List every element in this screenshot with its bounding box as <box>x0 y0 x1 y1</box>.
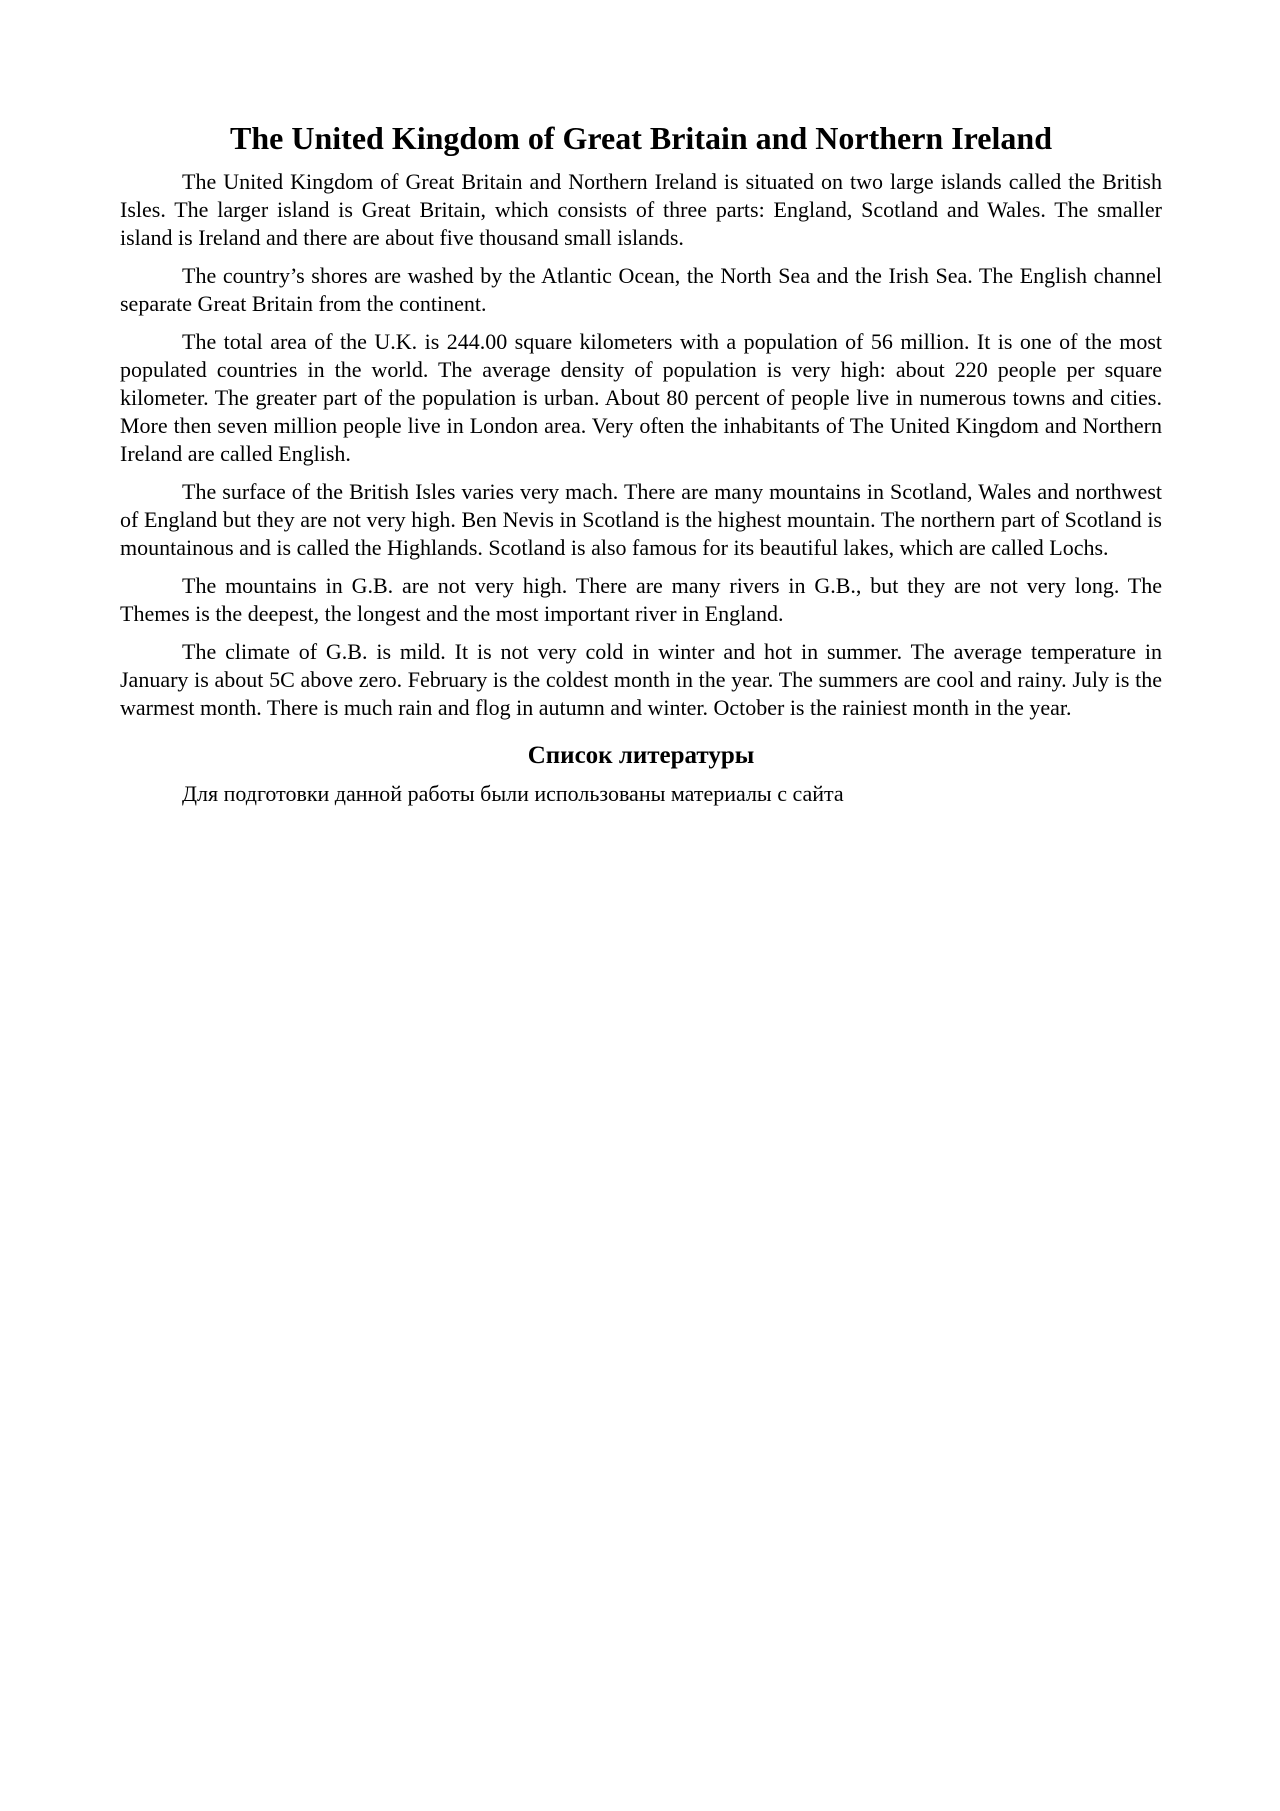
paragraph-area-population: The total area of the U.K. is 244.00 square kilometers with a population of 56 million. It is one of the most populated countries in the world. The average density of population is very high: about 220 people per square kilometer. The greater part of the population is urban. About 80 percent of people live in numerous towns and cities. More then seven million people live in London area. Very often the inhabitants of The United Kingdom and Northern Ireland are called English. <box>120 328 1162 466</box>
bibliography-text: Для подготовки данной работы были использованы материалы с сайта <box>182 781 844 807</box>
paragraph-location: The United Kingdom of Great Britain and Northern Ireland is situated on two large islands called the British Isles. The larger island is Great Britain, which consists of three parts: England, Scotland and Wales. The smaller island is Ireland and there are about five thousand small islands. <box>120 168 1162 250</box>
paragraph-climate: The climate of G.B. is mild. It is not very cold in winter and hot in summer. The average temperature in January is about 5C above zero. February is the coldest month in the year. The summers are cool and rainy. July is the warmest month. There is much rain and flog in autumn and winter. October is the rainiest month in the year. <box>120 638 1162 720</box>
document-body <box>120 118 1162 818</box>
paragraph-surface: The surface of the British Isles varies very mach. There are many mountains in Scotland, Wales and northwest of England but they are not very high. Ben Nevis in Scotland is the highest mountain. The northern part of Scotland is mountainous and is called the Highlands. Scotland is also famous for its beautiful lakes, which are called Lochs. <box>120 478 1162 560</box>
paragraph-shores: The country’s shores are washed by the Atlantic Ocean, the North Sea and the Irish Sea. The English channel separate Great Britain from the continent. <box>120 262 1162 316</box>
bibliography-heading: Список литературы <box>527 741 755 769</box>
document-title: The United Kingdom of Great Britain and Northern Ireland <box>230 120 1052 156</box>
paragraph-rivers: The mountains in G.B. are not very high. There are many rivers in G.B., but they are not very long. The Themes is the deepest, the longest and the most important river in England. <box>120 572 1162 626</box>
